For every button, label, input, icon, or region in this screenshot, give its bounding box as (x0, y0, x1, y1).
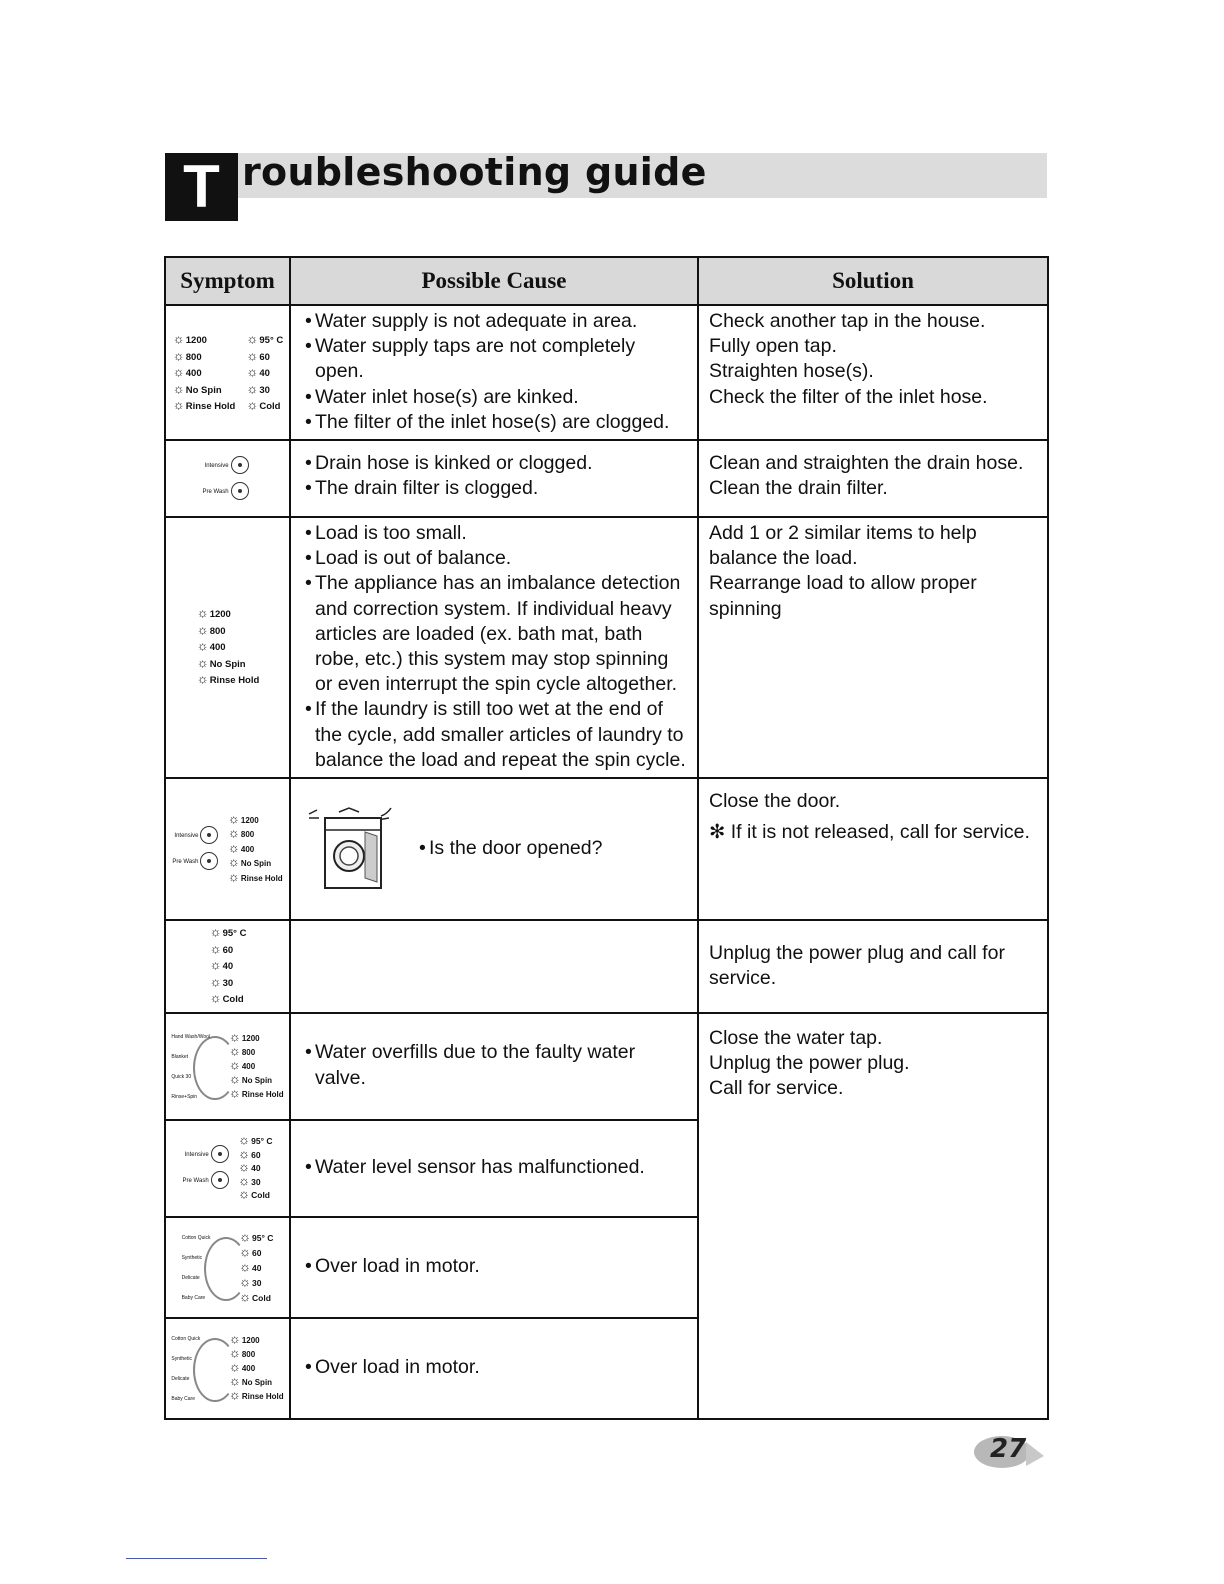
spin-indicator-panel: ☼ 1200 ☼ 800 ☼ 400 ☼ No Spin ☼ Rinse Hold (172, 332, 236, 415)
washer-door-icon (303, 804, 403, 894)
symptom-buttons-indicators (165, 778, 290, 920)
cause-cell: • Water overfills due to the faulty water valve. (290, 1013, 698, 1120)
cause-cell: • Over load in motor. (290, 1318, 698, 1419)
temp-indicator-panel: ☼ 95° C ☼ 60 ☼ 40 ☼ 30 ☼ Cold (209, 925, 247, 1008)
header-solution: Solution (698, 257, 1048, 305)
page-number: 27 (972, 1428, 1044, 1472)
cause-cell: • Water level sensor has malfunctioned. (290, 1120, 698, 1217)
cause-cell: • Over load in motor. (290, 1217, 698, 1318)
symptom-indicators (165, 517, 290, 778)
table-row (165, 778, 1048, 920)
symptom-buttons (165, 440, 290, 517)
program-dial-icon: Cotton Quick Synthetic Delicate Baby Care (182, 1227, 234, 1307)
option-buttons: Intensive Pre Wash (172, 823, 218, 875)
header-cause: Possible Cause (290, 257, 698, 305)
symptom-dial-indicators (165, 1318, 290, 1419)
table-row (165, 305, 1048, 440)
cause-cell: • Water supply is not adequate in area. • Water supply taps are not completely open. • Water inlet hose(s) are kinked. • The filter of the inlet hose(s) are clogged. (290, 305, 698, 440)
solution-cell: Check another tap in the house. Fully open tap. Straighten hose(s). Check the filter of the inlet hose. (698, 305, 1048, 440)
link-underline (126, 1558, 267, 1559)
program-dial-icon: Cotton Quick Synthetic Delicate Baby Care (171, 1328, 223, 1408)
solution-cell: Close the door. ✻ If it is not released, call for service. (698, 778, 1048, 920)
troubleshooting-table (164, 256, 1049, 1420)
cause-cell-empty (290, 920, 698, 1013)
solution-cell: Add 1 or 2 similar items to help balance the load. Rearrange load to allow proper spinning (698, 517, 1048, 778)
intensive-button-icon (211, 1145, 229, 1163)
option-buttons: Intensive Pre Wash (202, 453, 248, 505)
temp-indicator-panel: ☼ 95° C ☼ 60 ☼ 40 ☼ 30 ☼ Cold (238, 1230, 273, 1305)
prewash-button-icon (231, 482, 249, 500)
symptom-buttons-indicators (165, 1120, 290, 1217)
temp-indicator-panel: ☼ 95° C ☼ 60 ☼ 40 ☼ 30 ☼ Cold (237, 1134, 272, 1202)
prewash-button-icon (200, 852, 218, 870)
program-dial-icon: Hand Wash/Wool Blanket Quick 30 Rinse+Spin (171, 1026, 223, 1106)
symptom-indicators (165, 305, 290, 440)
solution-cell: Clean and straighten the drain hose. Clean the drain filter. (698, 440, 1048, 517)
table-row (165, 517, 1048, 778)
intensive-button-icon (200, 826, 218, 844)
table-header-row (165, 257, 1048, 305)
solution-cell: Unplug the power plug and call for service. (698, 920, 1048, 1013)
table-row (165, 440, 1048, 517)
temp-indicator-panel: ☼ 95° C ☼ 60 ☼ 40 ☼ 30 ☼ Cold (245, 332, 283, 415)
spin-indicator-panel: ☼ 1200 ☼ 800 ☼ 400 ☼ No Spin ☼ Rinse Hold (228, 1031, 284, 1101)
page-title: roubleshooting guide (242, 150, 707, 194)
table-row (165, 1013, 1048, 1120)
cause-cell: • Drain hose is kinked or clogged. • The drain filter is clogged. (290, 440, 698, 517)
symptom-indicators (165, 920, 290, 1013)
symptom-dial-indicators (165, 1217, 290, 1318)
table-row (165, 920, 1048, 1013)
title-initial: T (165, 153, 238, 221)
cause-cell: • Load is too small. • Load is out of balance. • The appliance has an imbalance detection and correction system. If individual heavy articles are loaded (ex. bath mat, bath robe, etc.) this system may stop spinning or even interrupt the spin cycle altogether. • If the laundry is still too wet at the end of the cycle, add smaller articles of laundry to balance the load and repeat the spin cycle. (290, 517, 698, 778)
spin-indicator-panel: ☼ 1200 ☼ 800 ☼ 400 ☼ No Spin ☼ Rinse Hold (196, 606, 260, 689)
intensive-button-icon (231, 456, 249, 474)
option-buttons: Intensive Pre Wash (183, 1142, 229, 1194)
prewash-button-icon (211, 1171, 229, 1189)
spin-indicator-panel: ☼ 1200 ☼ 800 ☼ 400 ☼ No Spin ☼ Rinse Hold (228, 1333, 284, 1403)
spin-indicator-panel: ☼ 1200 ☼ 800 ☼ 400 ☼ No Spin ☼ Rinse Hold (227, 813, 283, 886)
symptom-dial-indicators (165, 1013, 290, 1120)
cause-cell: • Is the door opened? (290, 778, 698, 920)
header-symptom: Symptom (165, 257, 290, 305)
solution-cell: Close the water tap. Unplug the power plug. Call for service. (698, 1013, 1048, 1419)
